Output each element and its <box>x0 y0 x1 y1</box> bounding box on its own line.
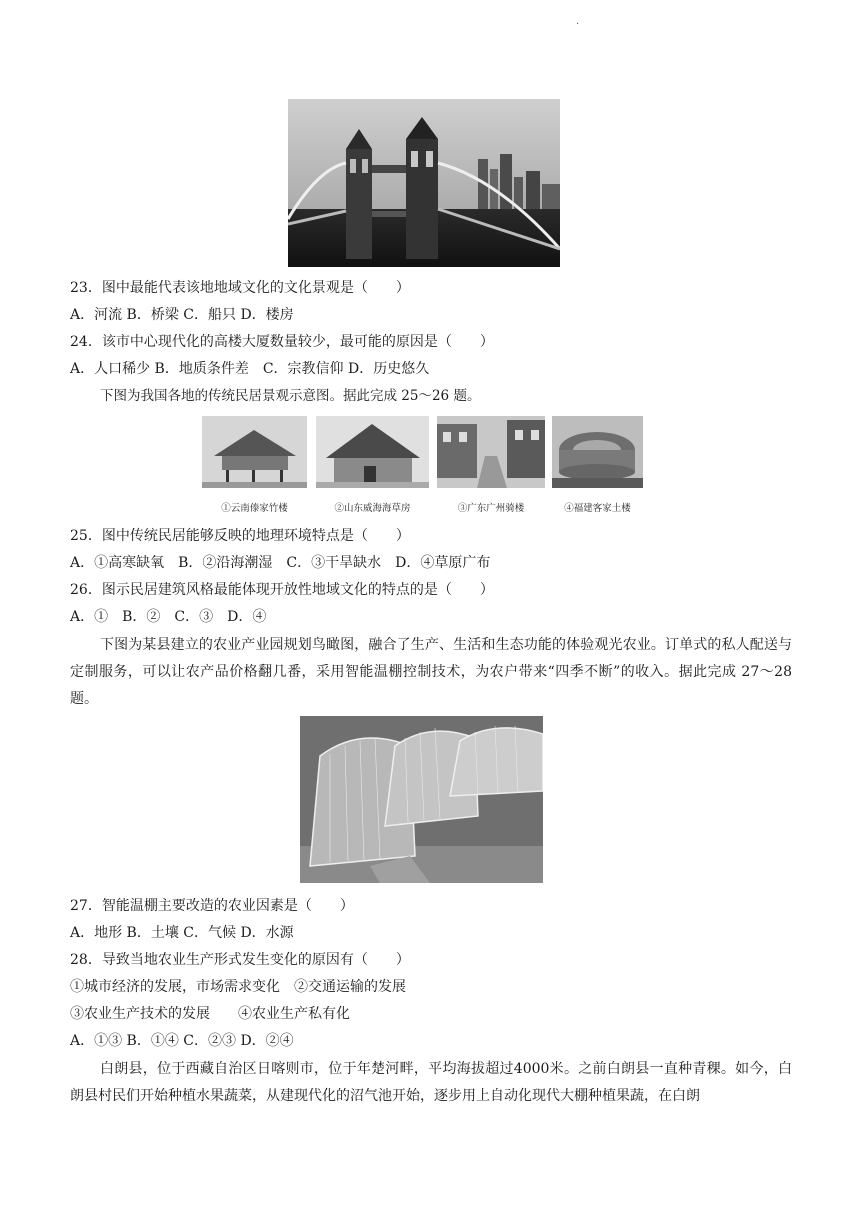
dwelling-photo-1 <box>202 416 307 488</box>
question-26-options: A．① B．② C．③ D．④ <box>70 609 267 625</box>
dwelling-caption-2: ②山东威海海草房 <box>334 503 411 514</box>
question-26: 26．图示民居建筑风格最能体现开放性地域文化的特点的是（ ） <box>70 582 494 598</box>
question-28-statement-2: ③农业生产技术的发展 ④农业生产私有化 <box>70 1006 350 1022</box>
bailang-paragraph: 白朗县，位于西藏自治区日喀则市，位于年楚河畔，平均海拔超过4000米。之前白朗县一直种青稞。如今，白朗县村民们开始种植水果蔬菜，从建现代化的沼气池开始，逐步用上自动化现代大棚种植果蔬，在白朗 <box>70 1061 792 1104</box>
question-27: 27．智能温棚主要改造的农业因素是（ ） <box>70 898 354 914</box>
question-28: 28．导致当地农业生产形式发生变化的原因有（ ） <box>70 952 410 968</box>
dwelling-caption-3: ③广东广州骑楼 <box>457 503 525 514</box>
bridge-photo <box>288 99 560 267</box>
dwelling-photo-2 <box>316 416 429 488</box>
question-28-statement-1: ①城市经济的发展，市场需求变化 ②交通运输的发展 <box>70 979 406 995</box>
dwelling-photo-3 <box>437 416 545 488</box>
dwelling-photo-4 <box>552 416 643 488</box>
intro-25-26: 下图为我国各地的传统民居景观示意图。据此完成 25～26 题。 <box>100 388 481 404</box>
intro-27-28: 下图为某县建立的农业产业园规划鸟瞰图，融合了生产、生活和生态功能的体验观光农业。订单式的私人配送与定制服务，可以让农产品价格翻几番，采用智能温棚控制技术，为农户带来“四季不断”的收入。据此完成 27～28 题。 <box>70 637 792 707</box>
question-28-options: A．①③ B．①④ C．②③ D．②④ <box>70 1033 294 1049</box>
question-23: 23．图中最能代表该地地域文化的文化景观是（ ） <box>70 280 410 296</box>
greenhouse-photo <box>300 716 543 883</box>
question-25: 25．图中传统民居能够反映的地理环境特点是（ ） <box>70 528 410 544</box>
question-24-options: A．人口稀少 B．地质条件差 C．宗教信仰 D．历史悠久 <box>70 361 430 377</box>
dwelling-caption-4: ④福建客家土楼 <box>564 503 631 514</box>
question-27-options: A．地形 B．土壤 C．气候 D．水源 <box>70 925 294 941</box>
question-24: 24．该市中心现代化的高楼大厦数量较少，最可能的原因是（ ） <box>70 334 494 350</box>
question-25-options: A．①高寒缺氧 B．②沿海潮湿 C．③干旱缺水 D．④草原广布 <box>70 555 491 571</box>
question-23-options: A．河流 B．桥梁 C．船只 D．楼房 <box>70 307 294 323</box>
header-mark: . <box>576 16 580 27</box>
dwelling-caption-1: ①云南傣家竹楼 <box>221 503 288 514</box>
